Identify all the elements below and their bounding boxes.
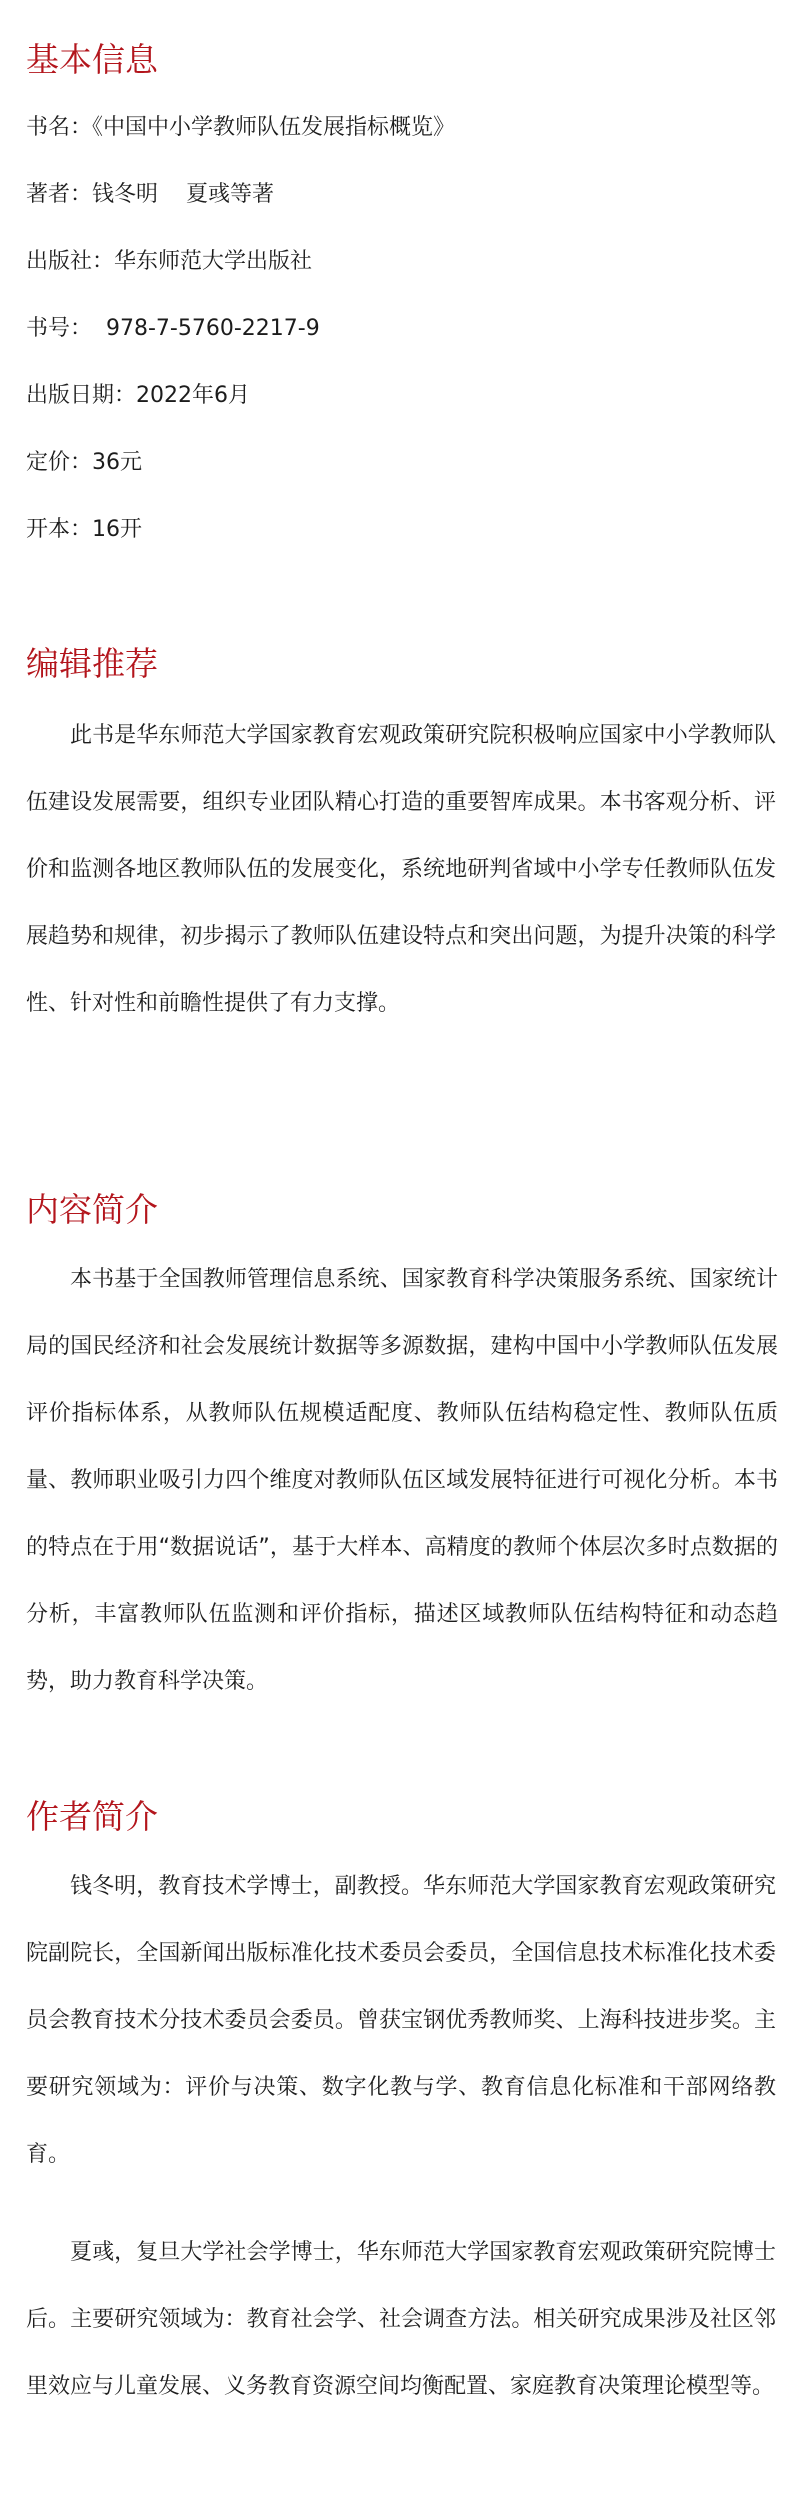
- format-line: 开本：16开: [26, 517, 142, 542]
- author-bio-qian: 钱冬明，教育技术学博士，副教授。华东师范大学国家教育宏观政策研究院副院长，全国新闻出版标准化技术委员会委员，全国信息技术标准化技术委员会教育技术分技术委员会委员。曾获宝钢优秀教师奖、上海科技进步奖。主要研究领域为：评价与决策、数字化教与学、教育信息化标准和干部网络教育。: [26, 1874, 776, 2167]
- pub-date-line: 出版日期：2022年6月: [26, 383, 250, 408]
- content-summary-heading: 内容简介: [26, 1190, 158, 1229]
- author-bio-xia: 夏彧，复旦大学社会学博士，华东师范大学国家教育宏观政策研究院博士后。主要研究领域为：教育社会学、社会调查方法。相关研究成果涉及社区邻里效应与儿童发展、义务教育资源空间均衡配置、家庭教育决策理论模型等。: [26, 2240, 776, 2399]
- author-intro-heading: 作者简介: [26, 1797, 158, 1836]
- publisher-line: 出版社：华东师范大学出版社: [26, 249, 313, 274]
- editor-recommendation-heading: 编辑推荐: [26, 644, 158, 683]
- price-line: 定价：36元: [26, 450, 142, 475]
- content-summary-text: 本书基于全国教师管理信息系统、国家教育科学决策服务系统、国家统计局的国民经济和社会发展统计数据等多源数据，建构中国中小学教师队伍发展评价指标体系，从教师队伍规模适配度、教师队伍结构稳定性、教师队伍质量、教师职业吸引力四个维度对教师队伍区域发展特征进行可视化分析。本书的特点在于用“数据说话”，基于大样本、高精度的教师个体层次多时点数据的分析，丰富教师队伍监测和评价指标，描述区域教师队伍结构特征和动态趋势，助力教育科学决策。: [26, 1267, 778, 1694]
- book-title-line: 书名：《中国中小学教师队伍发展指标概览》: [26, 115, 456, 140]
- basic-info-heading: 基本信息: [26, 40, 158, 79]
- isbn-line: 书号： 978-7-5760-2217-9: [26, 316, 320, 341]
- editor-recommendation-text: 此书是华东师范大学国家教育宏观政策研究院积极响应国家中小学教师队伍建设发展需要，组织专业团队精心打造的重要智库成果。本书客观分析、评价和监测各地区教师队伍的发展变化，系统地研判省域中小学专任教师队伍发展趋势和规律，初步揭示了教师队伍建设特点和突出问题，为提升决策的科学性、针对性和前瞻性提供了有力支撑。: [26, 723, 776, 1016]
- authors-line: 著者：钱冬明 夏彧等著: [26, 182, 274, 207]
